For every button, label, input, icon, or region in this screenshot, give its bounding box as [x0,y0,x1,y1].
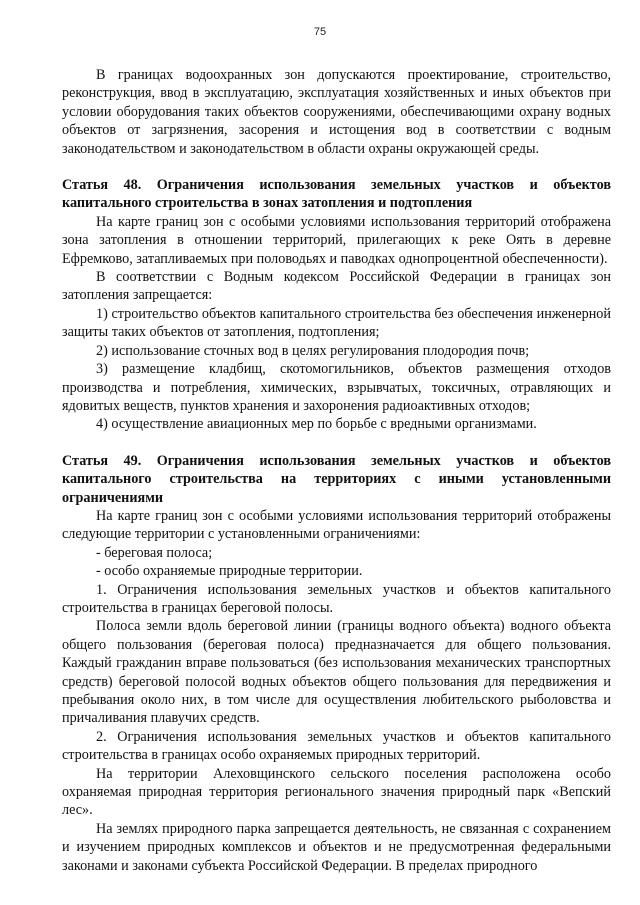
document-body [62,66,611,875]
paragraph: 2. Ограничения использования земельных участков и объектов капитального строительства в границах особо охраняемых природных территорий. [62,728,611,764]
section-spacer [62,158,611,176]
paragraph: - береговая полоса; [96,544,213,561]
paragraph: - особо охраняемые природные территории. [96,563,363,580]
paragraph: Полоса земли вдоль береговой линии (границы водного объекта) водного объекта общего пользования (береговая полоса) предназначается для общего пользования. Каждый гражданин вправе пользоваться (без использования механических транспортных средств) береговой полосой водных объектов общего пользования для передвижения и пребывания около них, в том числе для осуществления любительского рыболовства и причаливания плавучих средств. [62,618,611,727]
paragraph: На землях природного парка запрещается деятельность, не связанная с сохранением и изучением природных комплексов и объектов и не предусмотренная федеральными законами и законами субъекта Российской Федерации. В пределах природного [62,820,611,874]
paragraph: 1) строительство объектов капитального строительства без обеспечения инженерной защиты таких объектов от затопления, подтопления; [62,305,611,341]
paragraph: 3) размещение кладбищ, скотомогильников, объектов размещения отходов производства и потребления, химических, взрывчатых, токсичных, отравляющих и ядовитых веществ, пунктов хранения и захоронения радиоактивных отходов; [62,361,611,414]
article-heading: Статья 48. Ограничения использования земельных участков и объектов капитального строительства в зонах затопления и подтопления [62,177,611,212]
article-heading: Статья 49. Ограничения использования земельных участков и объектов капитального строительства на территориях с иными установленными ограничениями [62,452,611,506]
paragraph: В границах водоохранных зон допускаются проектирование, строительство, реконструкция, ввод в эксплуатацию, эксплуатация хозяйственных и иных объектов при условии оборудования таких объектов сооружениями, обеспечивающими охрану водных объектов от загрязнения, засорения и истощения вод в соответствии с водным законодательством и законодательством в области охраны окружающей среды. [62,67,611,157]
page-number: 75 [313,26,327,38]
paragraph: На территории Алеховщинского сельского поселения расположена особо охраняемая природная территория регионального значения природный парк «Вепский лес». [62,765,611,819]
paragraph: В соответствии с Водным кодексом Российской Федерации в границах зон затопления запрещается: [62,269,611,304]
paragraph: 1. Ограничения использования земельных участков и объектов капитального строительства в границах береговой полосы. [62,581,611,616]
section-spacer [62,434,611,452]
paragraph: На карте границ зон с особыми условиями использования территорий отображены следующие территории с установленными ограничениями: [62,507,611,543]
paragraph: 4) осуществление авиационных мер по борьбе с вредными организмами. [96,416,537,433]
paragraph: На карте границ зон с особыми условиями использования территорий отображена зона затопления в отношении территорий, прилегающих к реке Оять в деревне Ефремково, затапливаемых при половодьях и паводках однопроцентной обеспеченности). [62,213,611,267]
paragraph: 2) использование сточных вод в целях регулирования плодородия почв; [96,342,530,359]
